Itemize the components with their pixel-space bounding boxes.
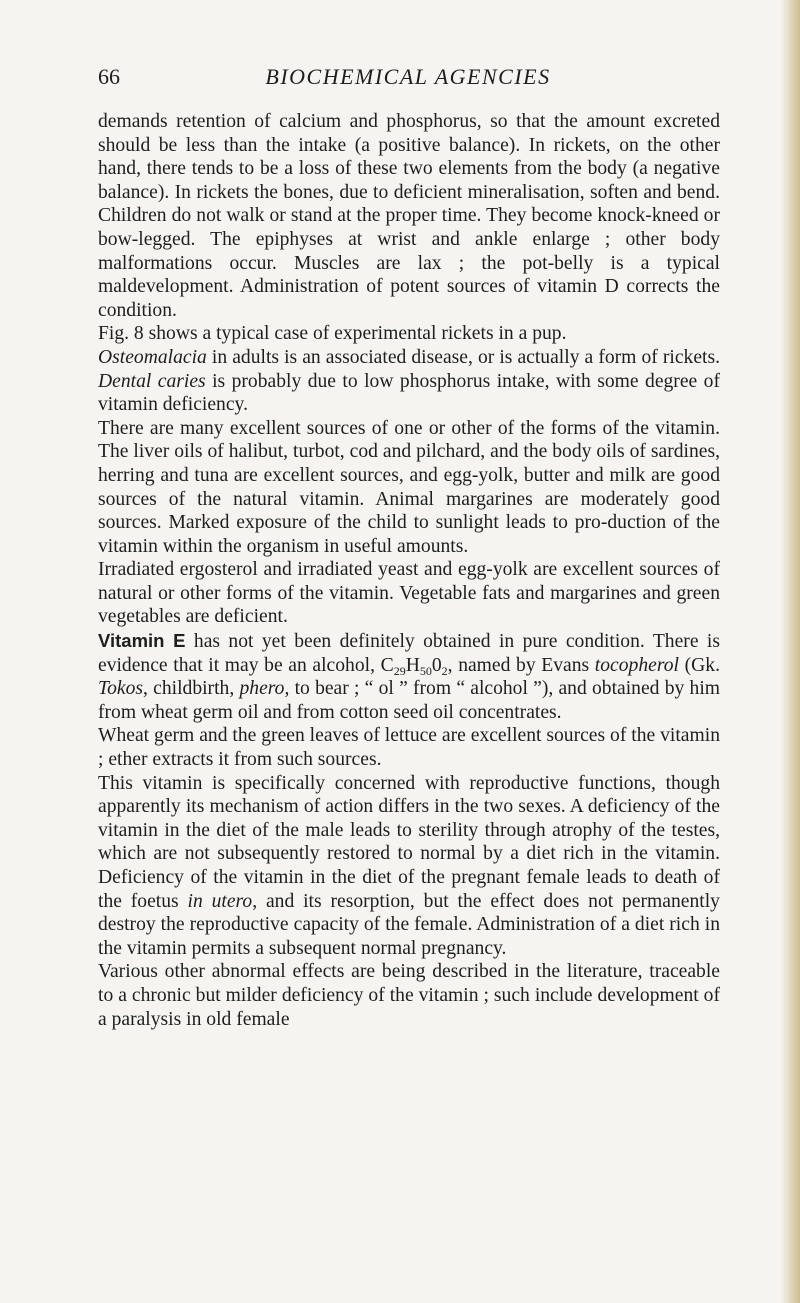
body-text [98,110,720,1031]
term-dental-caries: Dental caries [98,370,206,392]
formula-subscript: 2 [441,663,448,678]
greek-phero: phero [239,678,285,700]
term-osteomalacia: Osteomalacia [98,346,207,368]
formula-subscript: 50 [419,663,432,678]
page-number: 66 [98,64,120,89]
formula-subscript: 29 [393,663,406,678]
text-segment: (Gk. [678,654,720,676]
paragraph-vitamin-e [98,629,720,724]
paragraph-vitamin-e-sources: Wheat germ and the green leaves of lettuce are excellent sources of the vitamin ; ether extracts it from such sources. [98,725,720,771]
page-edge-shadow [780,0,800,1303]
formula-element: C [380,654,394,676]
text-segment: , to bear ; “ ol ” from “ alcohol ”), and obtained by him from wheat germ oil and from cotton seed oil concentrates. [98,678,721,723]
heading-vitamin-e: Vitamin E [98,630,186,652]
page-header [98,62,718,92]
running-head: BIOCHEMICAL AGENCIES [265,64,551,89]
text-segment: This vitamin is specifically concerned with reproductive functions, though apparently its mechanism of action differs in the two sexes. A deficiency of the vitamin in the diet of the male leads to sterility through atrophy of the testes, which are not subsequently restored to normal by a diet rich in the vitamin. Deficiency of the vitamin in the diet of the pregnant female leads to death of the foetus [98,772,720,912]
paragraph-irradiated-sources: Irradiated ergosterol and irradiated yeast and egg-yolk are excellent sources of natural or other forms of the vitamin. Vegetable fats and margarines and green vegetables are deficient. [98,559,720,628]
text-segment: is probably due to low phosphorus intake, with some degree of vitamin deficiency. [98,370,720,416]
text-segment: , childbirth, [143,678,240,700]
paragraph-vitamin-d-sources: There are many excellent sources of one or other of the forms of the vitamin. The liver oils of halibut, turbot, cod and pilchard, and the body oils of sardines, herring and tuna are excellent sources, and egg-yolk, butter and milk are good sources of the natural vitamin. Animal margarines are moderately good sources. Marked exposure of the child to sunlight leads to pro-duction of the vitamin within the organism in useful amounts. [98,417,720,557]
paragraph-reproductive-functions [98,772,720,961]
text-segment: , and its resorption, but the effect does not permanently destroy the reproductive capacity of the female. Administration of a diet rich in the vitamin permits a subsequent normal pregnancy. [98,890,720,959]
paragraph-rickets-balance: demands retention of calcium and phosphorus, so that the amount excreted should be less than the intake (a positive balance). In rickets, on the other hand, there tends to be a loss of these two elements from the body (a negative balance). In rickets the bones, due to deficient mineralisation, soften and bend. Children do not walk or stand at the proper time. They become knock-kneed or bow-legged. The epiphyses at wrist and ankle enlarge ; other body malformations occur. Muscles are lax ; the pot-belly is a typical maldevelopment. Administration of potent sources of vitamin D corrects the condition. [98,111,720,321]
text-segment: has not yet been definitely obtained in pure condition. There is evidence that it may be an alcohol, [98,631,720,676]
term-tocopherol: tocopherol [594,654,679,676]
term-in-utero: in utero [187,890,253,912]
chemical-formula [381,655,448,676]
formula-element: H [405,654,420,676]
greek-tokos: Tokos [98,678,144,700]
paragraph-osteomalacia [98,346,720,417]
text-segment: in adults is an associated disease, or is actually a form of rickets. [206,346,720,368]
paragraph-fig-8: Fig. 8 shows a typical case of experimental rickets in a pup. [98,323,567,345]
paragraph-other-effects: Various other abnormal effects are being described in the literature, traceable to a chronic but milder deficiency of the vitamin ; such include development of a paralysis in old female [98,961,720,1030]
text-segment: , named by Evans [447,654,595,676]
formula-element: 0 [431,654,442,676]
